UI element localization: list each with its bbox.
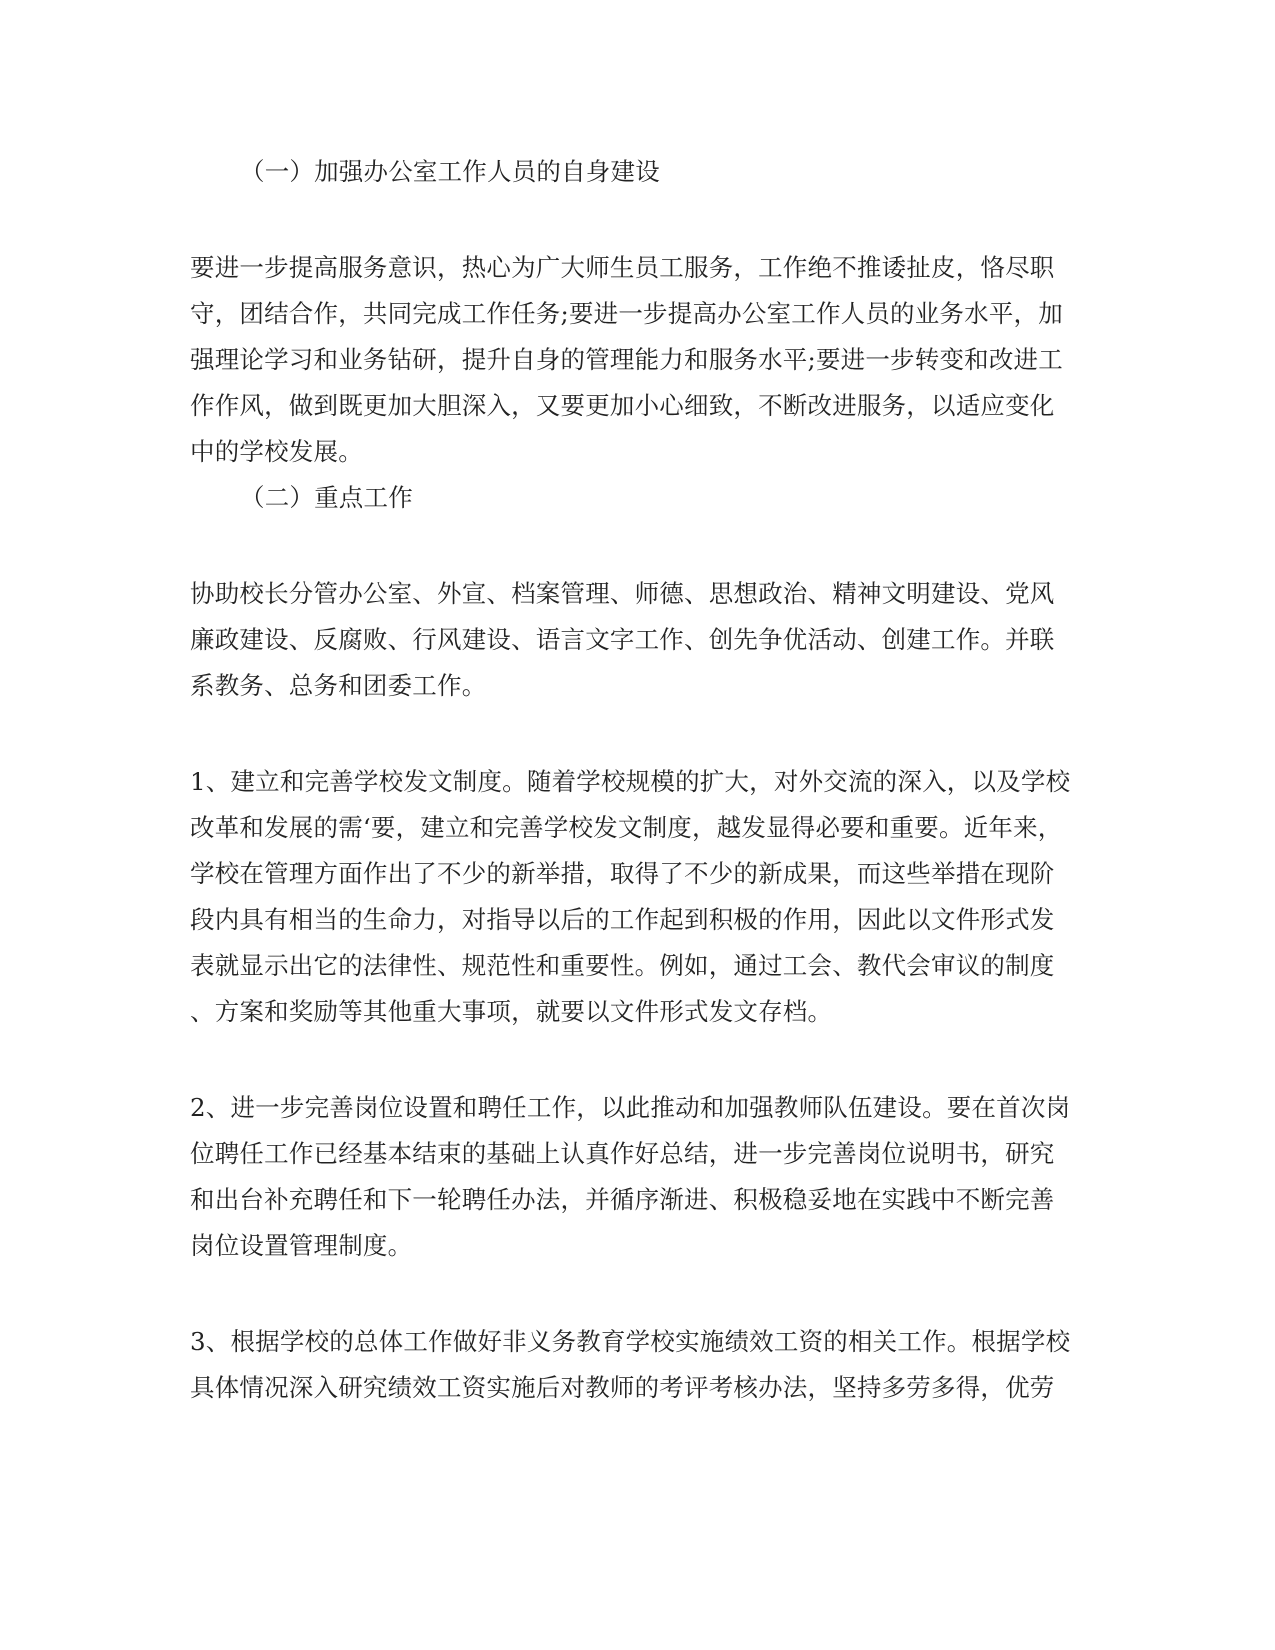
paragraph-line: 协助校长分管办公室、外宣、档案管理、师德、思想政治、精神文明建设、党风 <box>190 579 1055 608</box>
paragraph-line: 作作风，做到既更加大胆深入，又要更加小心细致，不断改进服务，以适应变化 <box>190 391 1055 420</box>
paragraph-line: 守，团结合作，共同完成工作任务;要进一步提高办公室工作人员的业务水平，加 <box>190 299 1063 328</box>
paragraph-line: 中的学校发展。 <box>190 437 363 466</box>
item-2-line: 2、进一步完善岗位设置和聘任工作，以此推动和加强教师队伍建设。要在首次岗 <box>190 1093 1071 1122</box>
paragraph-line: 要进一步提高服务意识，热心为广大师生员工服务，工作绝不推诿扯皮，恪尽职 <box>190 253 1055 282</box>
item-2-line: 和出台补充聘任和下一轮聘任办法，并循序渐进、积极稳妥地在实践中不断完善 <box>190 1185 1055 1214</box>
item-2-line: 岗位设置管理制度。 <box>190 1231 413 1260</box>
section-heading-2: （二）重点工作 <box>240 483 413 512</box>
item-1-line: 表就显示出它的法律性、规范性和重要性。例如，通过工会、教代会审议的制度 <box>190 951 1055 980</box>
item-1-line: 段内具有相当的生命力，对指导以后的工作起到积极的作用，因此以文件形式发 <box>190 905 1055 934</box>
item-1-line: 1、建立和完善学校发文制度。随着学校规模的扩大，对外交流的深入，以及学校 <box>190 767 1071 796</box>
item-2-line: 位聘任工作已经基本结束的基础上认真作好总结，进一步完善岗位说明书，研究 <box>190 1139 1055 1168</box>
paragraph-line: 系教务、总务和团委工作。 <box>190 671 487 700</box>
item-1-line: 、方案和奖励等其他重大事项，就要以文件形式发文存档。 <box>190 997 833 1026</box>
item-3-line: 3、根据学校的总体工作做好非义务教育学校实施绩效工资的相关工作。根据学校 <box>190 1327 1071 1356</box>
item-1-line: 改革和发展的需‘要，建立和完善学校发文制度，越发显得必要和重要。近年来， <box>190 813 1063 842</box>
section-heading-1: （一）加强办公室工作人员的自身建设 <box>240 157 660 186</box>
paragraph-line: 强理论学习和业务钻研，提升自身的管理能力和服务水平;要进一步转变和改进工 <box>190 345 1063 374</box>
item-3-line: 具体情况深入研究绩效工资实施后对教师的考评考核办法，坚持多劳多得，优劳 <box>190 1373 1055 1402</box>
paragraph-line: 廉政建设、反腐败、行风建设、语言文字工作、创先争优活动、创建工作。并联 <box>190 625 1055 654</box>
item-1-line: 学校在管理方面作出了不少的新举措，取得了不少的新成果，而这些举措在现阶 <box>190 859 1055 888</box>
